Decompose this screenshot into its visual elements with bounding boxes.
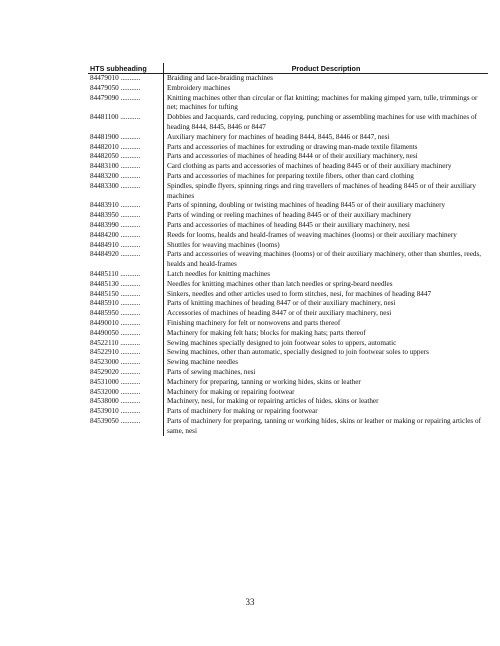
table-row bbox=[88, 143, 488, 153]
hts-code-cell: 84490010 ........... bbox=[88, 319, 164, 329]
hts-table bbox=[88, 63, 488, 436]
table-row bbox=[88, 319, 488, 329]
product-description-cell: Knitting machines other than circular or flat knitting; machines for making gimped yarn, tulle, trimmings or net; machines for tufting bbox=[167, 93, 478, 112]
product-description-cell: Parts of machinery for making or repairing footwear bbox=[167, 407, 318, 416]
table-row bbox=[88, 358, 488, 368]
hts-code-cell: 84531000 ........... bbox=[88, 378, 164, 388]
product-description-cell: Reeds for looms, healds and heald-frames of weaving machines (looms) or their auxiliary machinery bbox=[167, 230, 457, 239]
header-hts-subheading: HTS subheading bbox=[88, 63, 164, 74]
product-description-cell: Machinery for making felt hats; blocks for making hats; parts thereof bbox=[167, 328, 366, 337]
table-row bbox=[88, 299, 488, 309]
table-row bbox=[88, 94, 488, 114]
product-description-cell: Sinkers, needles and other articles used to form stitches, nesi, for machines of heading 8447 bbox=[167, 289, 432, 298]
hts-code-cell: 84483200 ........... bbox=[88, 172, 164, 182]
product-description-cell: Embroidery machines bbox=[167, 83, 231, 92]
hts-code-cell: 84479050 ........... bbox=[88, 84, 164, 94]
header-product-description: Product Description bbox=[164, 63, 489, 74]
table-row bbox=[88, 368, 488, 378]
hts-code-cell: 84485150 ........... bbox=[88, 290, 164, 300]
product-description-cell: Sewing machine needles bbox=[167, 358, 239, 367]
table-row bbox=[88, 388, 488, 398]
product-description-cell: Parts and accessories of machines for extruding or drawing man-made textile filaments bbox=[167, 142, 418, 151]
product-description-cell: Machinery for making or repairing footwear bbox=[167, 387, 295, 396]
product-description-cell: Spindles, spindle flyers, spinning rings and ring travellers of machines of heading 8445 or of their auxiliary machines bbox=[167, 181, 476, 200]
hts-code-cell: 84483910 ........... bbox=[88, 201, 164, 211]
product-description-cell: Parts and accessories of weaving machines (looms) or of their auxiliary machinery, other than shuttles, reeds, healds and heald-frames bbox=[167, 250, 482, 269]
hts-code-cell: 84483100 ........... bbox=[88, 162, 164, 172]
product-description-cell: Parts of winding or reeling machines of heading 8445 or of their auxiliary machinery bbox=[167, 211, 412, 220]
hts-code-cell: 84479010 ........... bbox=[88, 74, 164, 84]
hts-code-cell: 84538000 ........... bbox=[88, 397, 164, 407]
hts-code-cell: 84490050 ........... bbox=[88, 329, 164, 339]
product-description-cell: Parts and accessories of machines of heading 8445 or their auxiliary machinery, nesi bbox=[167, 220, 410, 229]
table-row bbox=[88, 152, 488, 162]
product-description-cell: Parts of knitting machines of heading 8447 or of their auxiliary machinery, nesi bbox=[167, 299, 396, 308]
product-description-cell: Sewing machines, other than automatic, specially designed to join footwear soles to uppers bbox=[167, 348, 429, 357]
hts-code-cell: 84481900 ........... bbox=[88, 133, 164, 143]
hts-code-cell: 84485950 ........... bbox=[88, 309, 164, 319]
table-row bbox=[88, 133, 488, 143]
product-description-cell: Card clothing as parts and accessories of machines of heading 8445 or of their auxiliary machinery bbox=[167, 162, 452, 171]
product-description-cell: Parts and accessories of machines for preparing textile fibers, other than card clothing bbox=[167, 171, 414, 180]
hts-code-cell: 84481100 ........... bbox=[88, 113, 164, 133]
table-row bbox=[88, 290, 488, 300]
hts-code-cell: 84539010 ........... bbox=[88, 407, 164, 417]
table-row bbox=[88, 250, 488, 270]
product-description-cell: Parts of spinning, doubling or twisting machines of heading 8445 or of their auxiliary machinery bbox=[167, 201, 446, 210]
table-body bbox=[88, 74, 488, 437]
product-description-cell: Dobbies and Jacquards, card reducing, copying, punching or assembling machines for use with machines of heading 8444, 8445, 8446 or 8447 bbox=[167, 113, 477, 131]
table-row bbox=[88, 241, 488, 251]
hts-code-cell: 84482010 ........... bbox=[88, 143, 164, 153]
product-description-cell: Accessories of machines of heading 8447 or of their auxiliary machinery, nesi bbox=[167, 309, 392, 318]
hts-code-cell: 84485110 ........... bbox=[88, 270, 164, 280]
hts-code-cell: 84483300 ........... bbox=[88, 182, 164, 202]
table-row bbox=[88, 182, 488, 202]
hts-code-cell: 84482050 ........... bbox=[88, 152, 164, 162]
product-description-cell: Parts and accessories of machines of heading 8444 or of their auxiliary machinery, nesi bbox=[167, 152, 418, 161]
product-description-cell: Machinery for preparing, tanning or working hides, skins or leather bbox=[167, 377, 361, 386]
table-row bbox=[88, 407, 488, 417]
page-number: 33 bbox=[245, 597, 255, 607]
product-description-cell: Machinery, nesi, for making or repairing articles of hides, skins or leather bbox=[167, 397, 379, 406]
table-row bbox=[88, 309, 488, 319]
table-row bbox=[88, 201, 488, 211]
table-row bbox=[88, 417, 488, 437]
table-row bbox=[88, 339, 488, 349]
hts-code-cell: 84522110 ........... bbox=[88, 339, 164, 349]
table-row bbox=[88, 221, 488, 231]
table-row bbox=[88, 280, 488, 290]
hts-code-cell: 84484920 ........... bbox=[88, 250, 164, 270]
table-row bbox=[88, 113, 488, 133]
hts-code-cell: 84532000 ........... bbox=[88, 388, 164, 398]
table-row bbox=[88, 172, 488, 182]
product-description-cell: Sewing machines specially designed to join footwear soles to uppers, automatic bbox=[167, 338, 397, 347]
product-description-cell: Braiding and lace-braiding machines bbox=[167, 74, 273, 82]
table-row bbox=[88, 162, 488, 172]
hts-code-cell: 84522910 ........... bbox=[88, 348, 164, 358]
product-description-cell: Finishing machinery for felt or nonwovens and parts thereof bbox=[167, 318, 341, 327]
table-row bbox=[88, 397, 488, 407]
table-row bbox=[88, 378, 488, 388]
hts-code-cell: 84483990 ........... bbox=[88, 221, 164, 231]
product-description-cell: Parts of machinery for preparing, tanning or working hides, skins or leather or making or repairing articles of same, nesi bbox=[167, 416, 481, 435]
product-description-cell: Parts of sewing machines, nesi bbox=[167, 367, 256, 376]
table-row bbox=[88, 211, 488, 221]
product-description-cell: Latch needles for knitting machines bbox=[167, 269, 270, 278]
table-row bbox=[88, 348, 488, 358]
hts-code-cell: 84539050 ........... bbox=[88, 417, 164, 437]
product-description-cell: Shuttles for weaving machines (looms) bbox=[167, 240, 280, 249]
product-description-cell: Needles for knitting machines other than latch needles or spring-beard needles bbox=[167, 279, 393, 288]
hts-code-cell: 84484910 ........... bbox=[88, 241, 164, 251]
table-row bbox=[88, 270, 488, 280]
hts-code-cell: 84479090 ........... bbox=[88, 94, 164, 114]
table-row bbox=[88, 74, 488, 84]
product-description-cell: Auxiliary machinery for machines of heading 8444, 8445, 8446 or 8447, nesi bbox=[167, 132, 390, 141]
table-row bbox=[88, 84, 488, 94]
hts-code-cell: 84485910 ........... bbox=[88, 299, 164, 309]
hts-code-cell: 84483950 ........... bbox=[88, 211, 164, 221]
hts-code-cell: 84529020 ........... bbox=[88, 368, 164, 378]
hts-code-cell: 84485130 ........... bbox=[88, 280, 164, 290]
hts-code-cell: 84484200 ........... bbox=[88, 231, 164, 241]
table-row bbox=[88, 231, 488, 241]
table-row bbox=[88, 329, 488, 339]
table-header-row bbox=[88, 63, 488, 74]
hts-code-cell: 84523000 ........... bbox=[88, 358, 164, 368]
